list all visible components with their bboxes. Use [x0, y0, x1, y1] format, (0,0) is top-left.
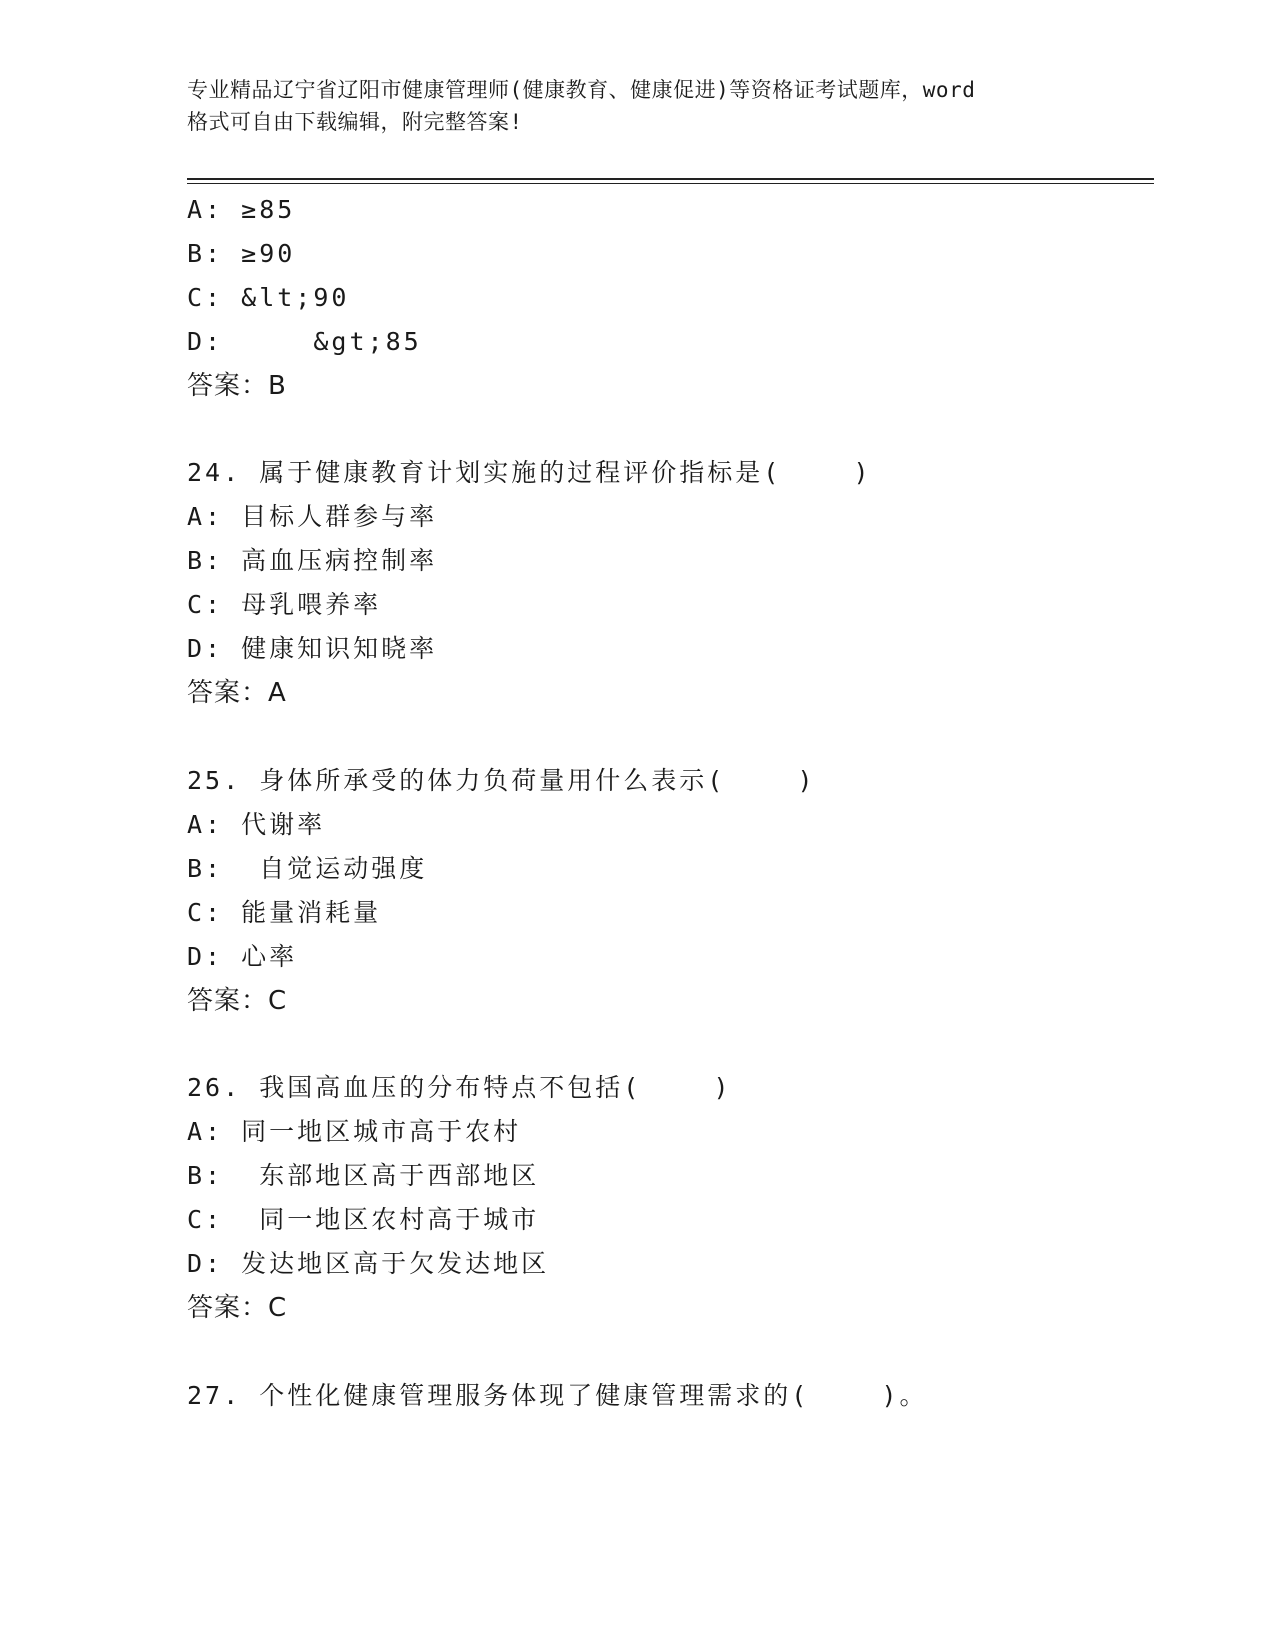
q24-option-d: D: 健康知识知晓率 [187, 634, 438, 663]
q23-answer: 答案：B [187, 371, 287, 401]
q23-option-d: D: &gt;85 [187, 327, 422, 356]
document-header [187, 74, 1087, 138]
q24-option-a: A: 目标人群参与率 [187, 502, 438, 531]
q25-option-a: A: 代谢率 [187, 810, 326, 839]
q24-option-c: C: 母乳喂养率 [187, 590, 382, 619]
q23-option-b: B: ≥90 [187, 239, 296, 268]
q25-option-c: C: 能量消耗量 [187, 898, 382, 927]
q23-option-a: A: ≥85 [187, 195, 296, 224]
header-line-1: 专业精品辽宁省辽阳市健康管理师(健康教育、健康促进)等资格证考试题库，word [187, 78, 976, 102]
header-divider [187, 178, 1154, 184]
q26-answer: 答案：C [187, 1293, 288, 1323]
q25-option-b: B: 自觉运动强度 [187, 854, 428, 883]
q26-option-d: D: 发达地区高于欠发达地区 [187, 1249, 550, 1278]
q26-option-c: C: 同一地区农村高于城市 [187, 1205, 540, 1234]
q24-option-b: B: 高血压病控制率 [187, 546, 438, 575]
q26-option-a: A: 同一地区城市高于农村 [187, 1117, 522, 1146]
q26-option-b: B: 东部地区高于西部地区 [187, 1161, 540, 1190]
q24-answer: 答案：A [187, 678, 287, 708]
q23-option-c: C: &lt;90 [187, 283, 350, 312]
q25-question: 25. 身体所承受的体力负荷量用什么表示( ) [187, 766, 816, 795]
q25-option-d: D: 心率 [187, 942, 298, 971]
q24-question: 24. 属于健康教育计划实施的过程评价指标是( ) [187, 458, 872, 487]
q26-question: 26. 我国高血压的分布特点不包括( ) [187, 1073, 732, 1102]
q27-question: 27. 个性化健康管理服务体现了健康管理需求的( )。 [187, 1381, 928, 1410]
header-line-2: 格式可自由下载编辑，附完整答案! [187, 110, 523, 134]
q25-answer: 答案：C [187, 986, 288, 1016]
